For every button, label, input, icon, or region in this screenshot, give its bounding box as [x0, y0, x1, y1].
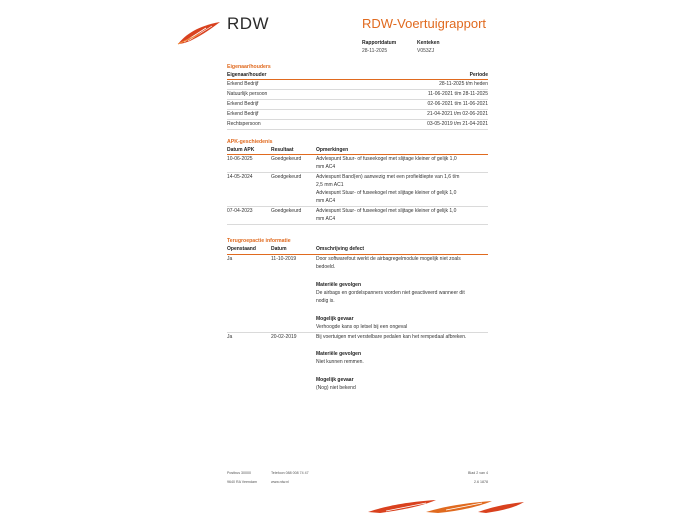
apk-col-result: Resultaat — [271, 147, 294, 153]
row-divider — [227, 224, 488, 225]
recall-desc-line: Bij voertuigen met verstelbare pedalen kan het rempedaal afbreken. — [316, 334, 467, 340]
possible-danger-label: Mogelijk gevaar — [316, 316, 354, 322]
recall-date-cell: 11-10-2019 — [271, 256, 297, 262]
period-cell: 03-05-2019 t/m 21-04-2021 — [427, 121, 488, 127]
page-title: RDW-Voertuigrapport — [362, 16, 487, 31]
owners-col-owner: Eigenaar/houder — [227, 72, 267, 78]
danger-line: Verhoogde kans op letsel bij een ongeval — [316, 324, 408, 330]
material-line: nodig is. — [316, 298, 335, 304]
apk-date-cell: 14-05-2024 — [227, 174, 253, 180]
danger-line: (Nog) niet bekend — [316, 385, 356, 391]
footer-city: 9640 RA Veendam — [227, 480, 257, 484]
footer-feather-icon — [366, 498, 526, 514]
apk-date-cell: 07-04-2023 — [227, 208, 253, 214]
footer-phone: Telefoon 088 008 74 47 — [271, 471, 309, 475]
report-date-value: 28-11-2025 — [362, 48, 388, 54]
apk-remarks-line: mm AC4 — [316, 198, 336, 204]
owner-cell: Rechtspersoon — [227, 121, 261, 127]
period-cell: 02-06-2021 t/m 11-06-2021 — [427, 101, 488, 107]
footer-page: Blad 2 van 4 — [468, 471, 488, 475]
table-row — [227, 80, 488, 89]
table-row — [227, 109, 488, 119]
table-row — [227, 99, 488, 109]
plate-label: Kenteken — [417, 40, 440, 46]
recall-desc-line: bedoeld. — [316, 264, 336, 270]
apk-result-cell: Goedgekeurd — [271, 174, 302, 180]
owner-cell: Erkend Bedrijf — [227, 81, 259, 87]
footer-postbus: Postbus 30000 — [227, 471, 251, 475]
apk-result-cell: Goedgekeurd — [271, 208, 302, 214]
recall-open-cell: Ja — [227, 334, 233, 340]
recall-col-desc: Omschrijving defect — [316, 246, 365, 252]
owner-cell: Natuurlijk persoon — [227, 91, 268, 97]
apk-remarks-line: mm AC4 — [316, 164, 336, 170]
apk-col-remarks: Opmerkingen — [316, 147, 349, 153]
period-cell: 21-04-2021 t/m 02-06-2021 — [427, 111, 488, 117]
material-line: De airbags en gordelspanners worden niet geactiveerd wanneer dit — [316, 290, 465, 296]
material-line: Niet kunnen remmen. — [316, 359, 364, 365]
brand-name: RDW — [227, 14, 270, 33]
footer-code: 2.6 1878 — [474, 480, 488, 484]
table-row — [227, 119, 488, 130]
owner-cell: Erkend Bedrijf — [227, 111, 259, 117]
apk-remarks-line: mm AC4 — [316, 216, 336, 222]
material-consequences-label: Materiële gevolgen — [316, 282, 362, 288]
recall-open-cell: Ja — [227, 256, 233, 262]
material-consequences-label: Materiële gevolgen — [316, 351, 362, 357]
recall-desc-line: Door softwarefout werkt de airbagregelmodule mogelijk niet zoals — [316, 256, 461, 262]
table-row — [227, 89, 488, 99]
plate-value: V053ZJ — [417, 48, 435, 54]
apk-remarks-line: 2,5 mm AC1 — [316, 182, 344, 188]
owners-table — [227, 80, 488, 130]
report-date-label: Rapportdatum — [362, 40, 397, 46]
owners-section-title: Eigenaar/houders — [227, 64, 271, 70]
recall-col-open: Openstaand — [227, 246, 256, 252]
apk-remarks-line: Adviespunt Stuur- of fuseekogel met slijtage kleiner of gelijk 1,0 — [316, 208, 457, 214]
owners-col-period: Periode — [469, 72, 488, 78]
apk-remarks-line: Adviespunt Stuur- of fuseekogel met slijtage kleiner of gelijk 1,0 — [316, 190, 457, 196]
apk-remarks-line: Adviespunt Band(en) aanwezig met een profieldiepte van 1,6 t/m — [316, 174, 460, 180]
apk-col-date: Datum APK — [227, 147, 255, 153]
recall-col-date: Datum — [271, 246, 287, 252]
period-cell: 11-06-2021 t/m 28-11-2025 — [427, 91, 488, 97]
apk-result-cell: Goedgekeurd — [271, 156, 302, 162]
owner-cell: Erkend Bedrijf — [227, 101, 259, 107]
apk-date-cell: 10-06-2025 — [227, 156, 253, 162]
period-cell: 28-11-2025 t/m heden — [439, 81, 488, 87]
recall-date-cell: 20-02-2019 — [271, 334, 297, 340]
apk-section-title: APK-geschiedenis — [227, 139, 273, 145]
rdw-logo-icon — [176, 20, 222, 46]
possible-danger-label: Mogelijk gevaar — [316, 377, 354, 383]
apk-remarks-line: AdvIespunt Stuur- of fuseekogel met slijtage kleiner of gelijk 1,0 — [316, 156, 457, 162]
footer-site[interactable]: www.rdw.nl — [271, 480, 289, 484]
recall-section-title: Terugroepactie informatie — [227, 238, 291, 244]
